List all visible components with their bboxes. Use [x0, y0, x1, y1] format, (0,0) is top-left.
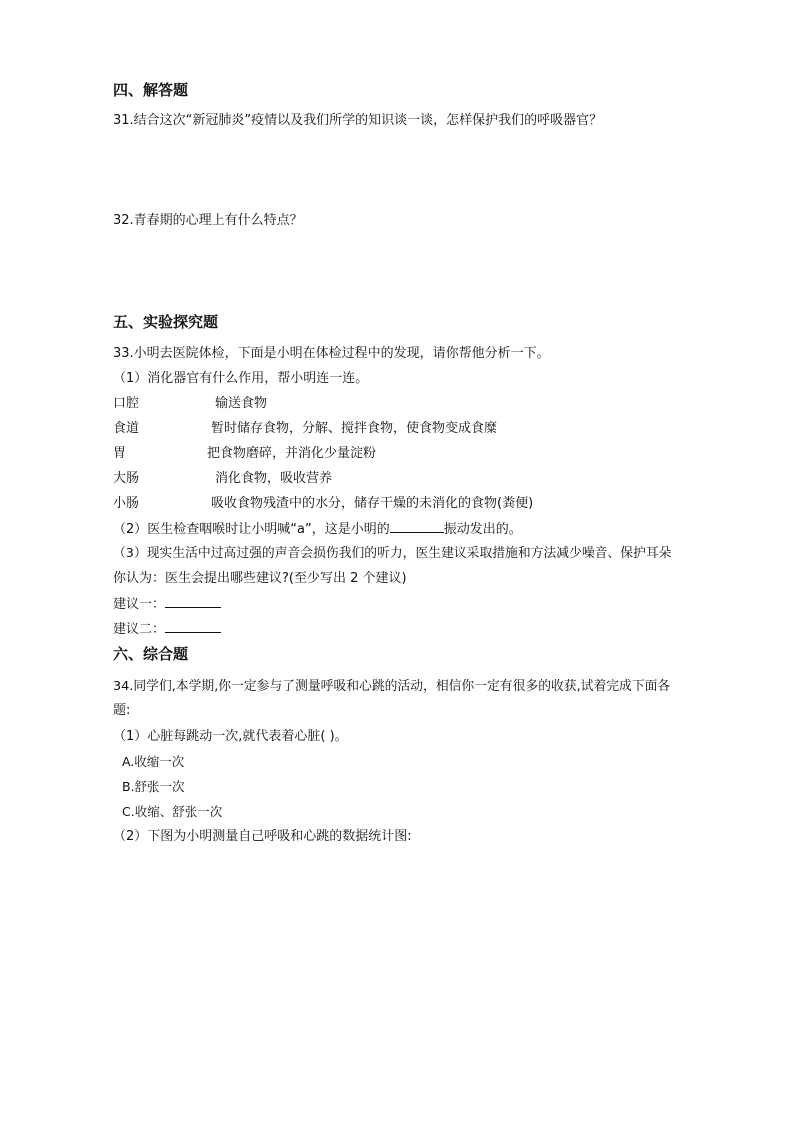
- function-label: 把食物磨碎，并消化少量淀粉: [207, 446, 377, 461]
- section-5-title: 五、实验探究题: [113, 313, 219, 331]
- question-33-part-3-line-2: 你认为：医生会提出哪些建议?(至少写出 2 个建议): [113, 571, 407, 586]
- option-a: A.收缩一次: [122, 754, 185, 769]
- question-33-part-3-line-1: （3）现实生活中过高过强的声音会损伤我们的听力，医生建议采取措施和方法减少噪音、保护耳朵: [113, 546, 672, 561]
- question-33-part-2-suffix: 振动发出的。: [443, 522, 522, 537]
- suggestion-2: [113, 620, 221, 639]
- option-c: C.收缩、舒张一次: [122, 804, 223, 819]
- organ-label: 小肠: [113, 496, 140, 511]
- suggestion-1-blank[interactable]: [165, 595, 221, 608]
- suggestion-1-label: 建议一：: [113, 597, 166, 612]
- question-34-part-2: （2）下图为小明测量自己呼吸和心跳的数据统计图:: [113, 829, 412, 844]
- suggestion-2-label: 建议二：: [113, 622, 166, 637]
- organ-label: 口腔: [113, 396, 140, 411]
- organ-label: 胃: [113, 446, 127, 461]
- question-33-part-2-text: （2）医生检查咽喉时让小明喊“a”，这是小明的: [113, 522, 390, 537]
- function-label: 暂时储存食物，分解、搅拌食物，使食物变成食糜: [211, 421, 498, 436]
- question-33-part-2: [113, 520, 522, 539]
- answer-blank[interactable]: [390, 520, 444, 533]
- function-label: 消化食物，吸收营养: [215, 471, 333, 486]
- organ-label: 大肠: [113, 471, 140, 486]
- question-32: 32.青春期的心理上有什么特点？: [113, 213, 303, 228]
- question-33-part-1: （1）消化器官有什么作用，帮小明连一连。: [113, 371, 369, 386]
- section-4-title: 四、解答题: [113, 81, 189, 99]
- question-34-line-1: 34.同学们,本学期,你一定参与了测量呼吸和心跳的活动，相信你一定有很多的收获,试着完成下面各: [113, 679, 671, 694]
- organ-label: 食道: [113, 421, 140, 436]
- function-label: 输送食物: [215, 396, 268, 411]
- question-33: 33.小明去医院体检，下面是小明在体检过程中的发现，请你帮他分析一下。: [113, 346, 550, 361]
- suggestion-1: [113, 595, 221, 614]
- section-6-title: 六、综合题: [113, 645, 189, 663]
- suggestion-2-blank[interactable]: [165, 620, 221, 633]
- question-34-part-1: （1）心脏每跳动一次,就代表着心脏( )。: [113, 729, 348, 744]
- option-b: B.舒张一次: [122, 779, 185, 794]
- question-34-line-2: 题:: [113, 703, 131, 718]
- function-label: 吸收食物残渣中的水分，储存干燥的未消化的食物(粪便): [211, 496, 534, 511]
- question-31: 31.结合这次“新冠肺炎”疫情以及我们所学的知识谈一谈，怎样保护我们的呼吸器官？: [113, 113, 603, 128]
